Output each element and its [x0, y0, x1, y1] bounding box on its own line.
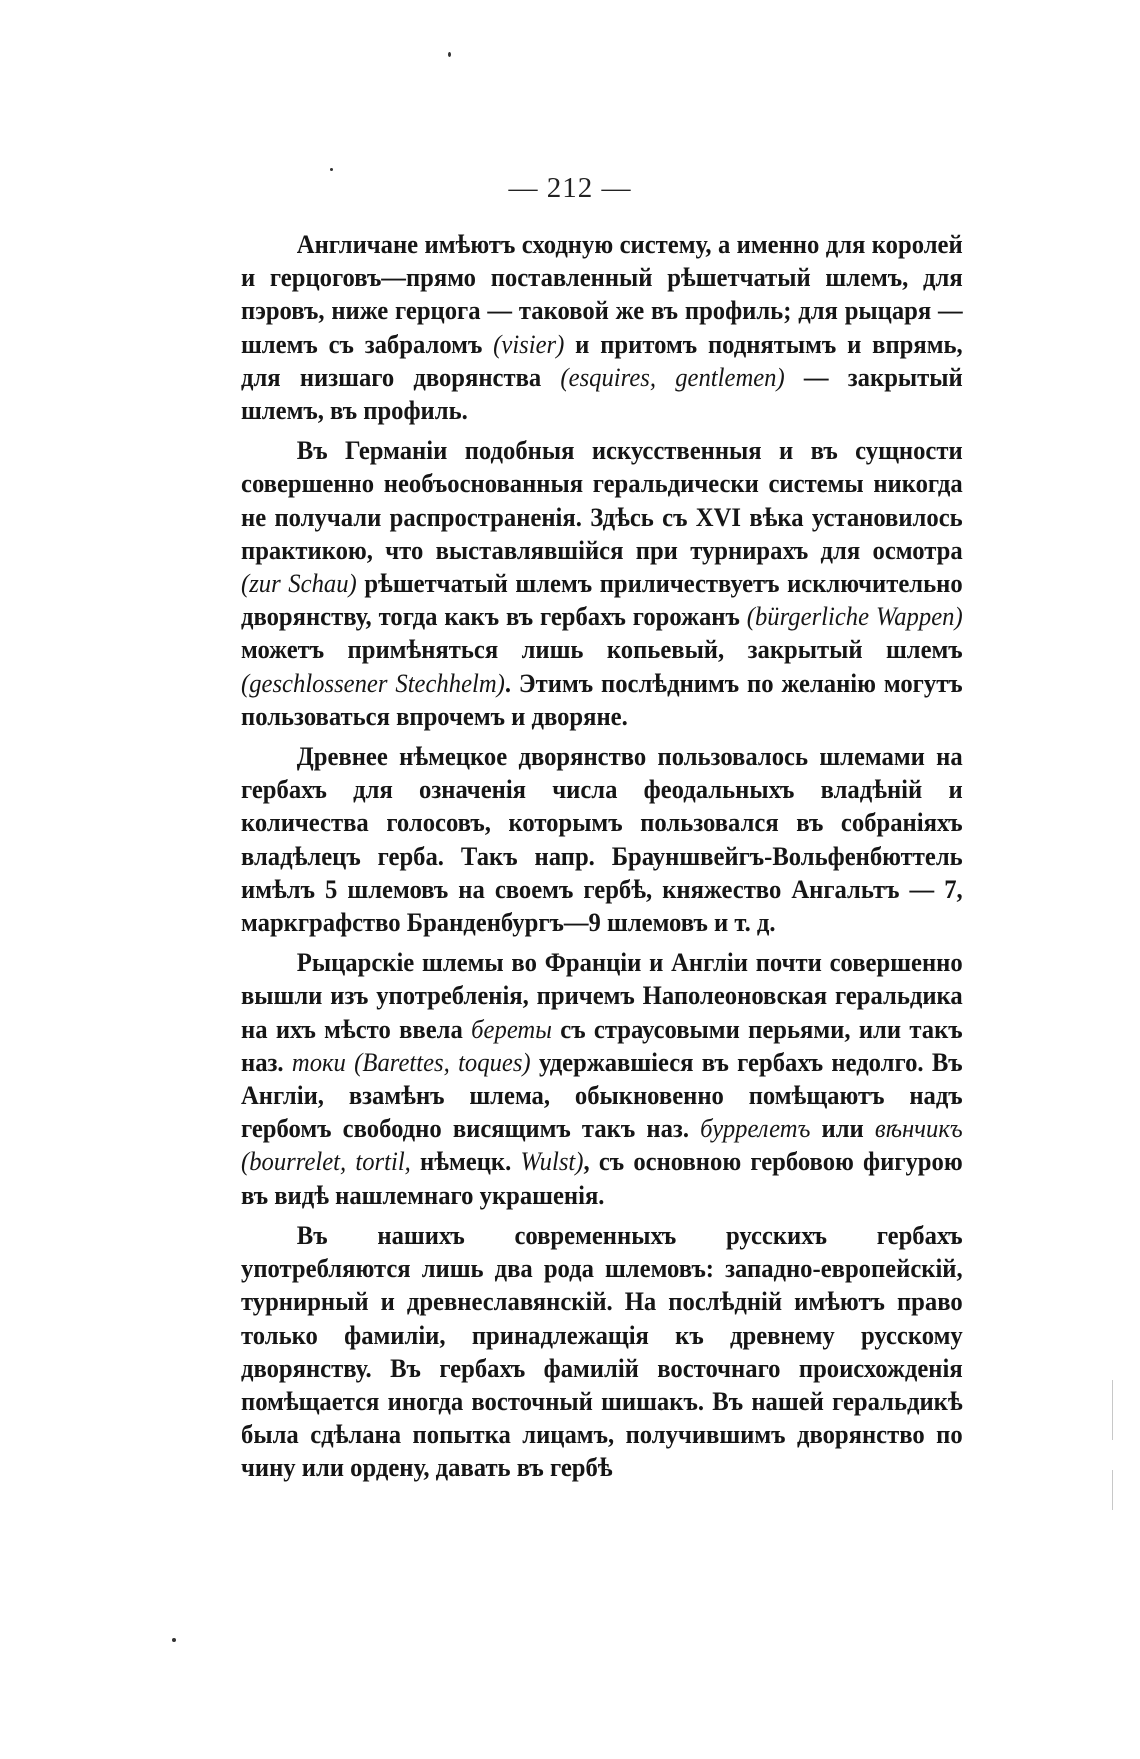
text-run: рѣшетчатый шлемъ приличествуетъ исключительно дворянству, тогда какъ въ гербахъ горожанъ: [241, 568, 963, 632]
text-run: Въ нашихъ современныхъ русскихъ гербахъ употребляются лишь два рода шлемовъ: западно-европейскій, турнирный и древнеславянскій. На послѣдній имѣютъ право только фамиліи, принадлежащія къ древнему русскому дворянству. Въ гербахъ фамилій восточнаго происхожденія помѣщается иногда восточный шишакъ. Въ нашей геральдикѣ была сдѣлана попытка лицамъ, получившимъ дворянство по чину или ордену, давать въ гербѣ: [241, 1219, 963, 1483]
text-run: , съ основною гербовою фигурою въ видѣ нашлемнаго украшенія.: [241, 1146, 963, 1210]
text-run: или: [810, 1113, 875, 1144]
paragraph: [241, 946, 963, 1212]
paragraph: [241, 740, 963, 939]
italic-run: береты: [471, 1013, 552, 1044]
text-run: съ страусовыми перьями, или такъ наз.: [241, 1013, 963, 1077]
text-run: Рыцарскіе шлемы во Франціи и Англіи почти совершенно вышли изъ употребленія, причемъ Наполеоновская геральдика на ихъ мѣсто ввела: [241, 947, 963, 1044]
text-run: нѣмецк.: [410, 1146, 521, 1177]
italic-run: (bürgerliche Wappen): [746, 601, 963, 632]
italic-run: (zur Schau): [241, 568, 357, 599]
text-run: можетъ примѣняться лишь копьевый, закрытый шлемъ: [241, 634, 963, 665]
text-run: . Этимъ послѣднимъ по желанію могутъ пользоваться впрочемъ и дворяне.: [241, 667, 963, 731]
page-edge-mark: [1112, 1380, 1113, 1440]
italic-run: (esquires, gentlemen): [560, 361, 785, 392]
italic-run: буррелетъ: [700, 1113, 811, 1144]
text-run: Въ Германіи подобныя искусственныя и въ сущности совершенно необъоснованныя геральдически системы никогда не получали распространенія. Здѣсь съ XVI вѣка установилось практикою, что выставлявшійся при турнирахъ для осмотра: [241, 435, 963, 565]
italic-run: (geschlossener Stechhelm): [241, 667, 505, 698]
page-number: — 212 —: [508, 172, 632, 204]
italic-run: Wulst): [520, 1146, 584, 1177]
text-run: — закрытый шлемъ, въ профиль.: [241, 361, 963, 426]
print-speck: [330, 168, 333, 171]
text-run: Англичане имѣютъ сходную систему, а именно для королей и герцоговъ—прямо поставленный рѣшетчатый шлемъ, для пэровъ, ниже герцога — таковой же въ профиль; для рыцаря — шлемъ съ забраломъ: [241, 229, 963, 359]
body-text: [241, 228, 963, 1492]
paragraph: [241, 434, 963, 733]
paragraph: [241, 228, 963, 427]
print-speck: [448, 52, 451, 57]
text-run: Древнее нѣмецкое дворянство пользовалось шлемами на гербахъ для означенія числа феодальныхъ владѣній и количества голосовъ, которымъ пользовался въ собраніяхъ владѣлецъ герба. Такъ напр. Брауншвейгъ-Вольфенбюттель имѣлъ 5 шлемовъ на своемъ гербѣ, княжество Ангальтъ — 7, маркграфство Бранденбургъ—9 шлемовъ и т. д.: [241, 741, 963, 938]
paragraph: [241, 1219, 963, 1485]
text-run: удержавшіеся въ гербахъ недолго. Въ Англіи, взамѣнъ шлема, обыкновенно помѣщаютъ надъ гербомъ свободно висящимъ такъ наз.: [241, 1046, 963, 1144]
text-run: и притомъ поднятымъ и впрямь, для низшаго дворянства: [241, 328, 963, 392]
print-speck: [172, 1638, 176, 1642]
page-edge-mark: [1112, 1470, 1113, 1510]
italic-run: вѣнчикъ (bourrelet, tortil,: [241, 1113, 963, 1177]
italic-run: токи (Barettes, toques): [291, 1046, 531, 1077]
italic-run: (visier): [493, 328, 565, 359]
